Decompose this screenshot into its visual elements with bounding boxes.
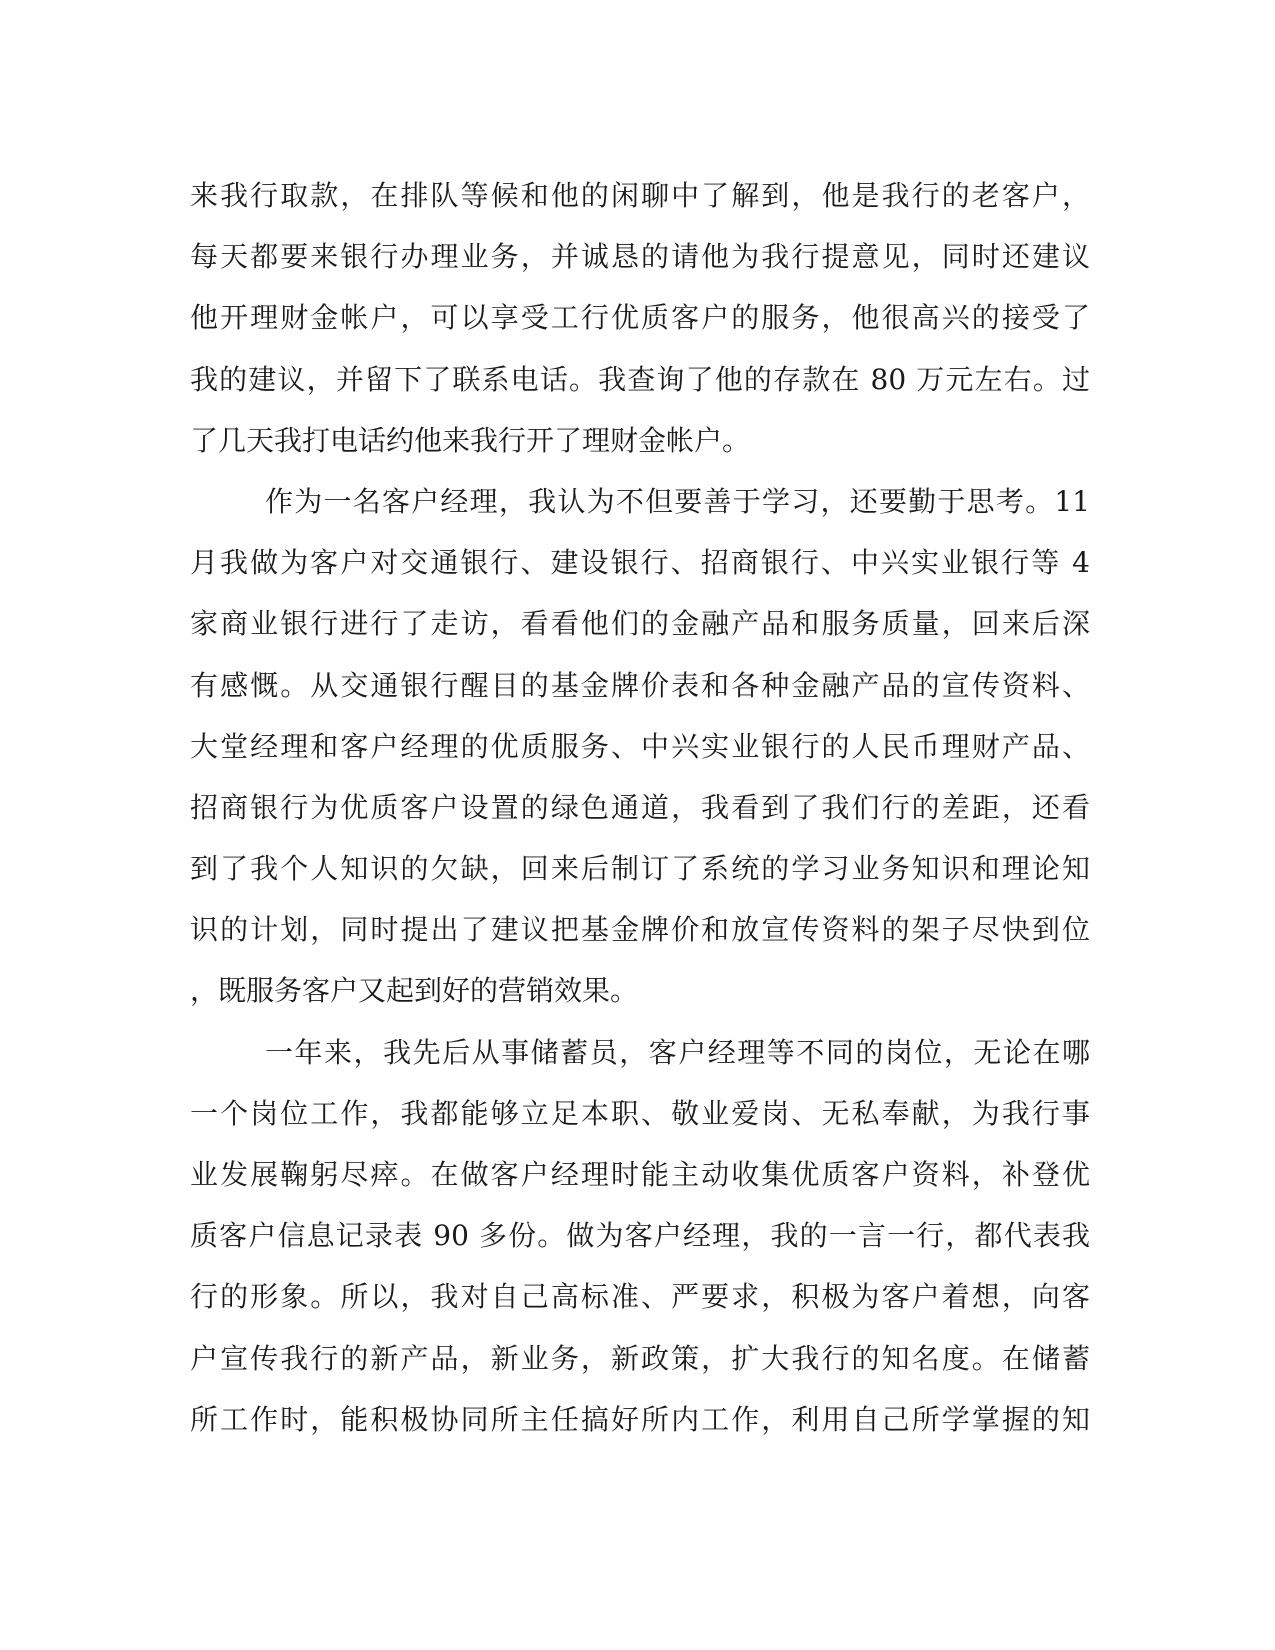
paragraph — [190, 471, 1090, 1022]
text-line: 招商银行为优质客户设置的绿色通道，我看到了我们行的差距，还看 — [190, 790, 1090, 824]
text-line: 一年来，我先后从事储蓄员，客户经理等不同的岗位，无论在哪 — [265, 1035, 1090, 1069]
text-line: 所工作时，能积极协同所主任搞好所内工作，利用自己所学掌握的知 — [190, 1402, 1090, 1436]
text-line: 了几天我打电话约他来我行开了理财金帐户。 — [190, 423, 751, 457]
text-line: 月我做为客户对交通银行、建设银行、招商银行、中兴实业银行等 4 — [190, 546, 1090, 580]
text-line: 质客户信息记录表 90 多份。做为客户经理，我的一言一行，都代表我 — [190, 1219, 1090, 1253]
text-line: 大堂经理和客户经理的优质服务、中兴实业银行的人民币理财产品、 — [190, 729, 1090, 763]
text-line: 业发展鞠躬尽瘁。在做客户经理时能主动收集优质客户资料，补登优 — [190, 1158, 1090, 1191]
text-line: 来我行取款，在排队等候和他的闲聊中了解到，他是我行的老客户， — [190, 179, 1090, 212]
text-line: 有感慨。从交通银行醒目的基金牌价表和各种金融产品的宣传资料、 — [190, 668, 1090, 702]
text-line: 家商业银行进行了走访，看看他们的金融产品和服务质量，回来后深 — [190, 607, 1090, 641]
text-line: 行的形象。所以，我对自己高标准、严要求，积极为客户着想，向客 — [190, 1280, 1090, 1314]
paragraph — [190, 165, 1090, 471]
text-line: 到了我个人知识的欠缺，回来后制订了系统的学习业务知识和理论知 — [190, 852, 1090, 886]
text-line: ，既服务客户又起到好的营销效果。 — [190, 974, 639, 1008]
text-line: 作为一名客户经理，我认为不但要善于学习，还要勤于思考。11 — [265, 484, 1090, 518]
text-line: 每天都要来银行办理业务，并诚恳的请他为我行提意见，同时还建议 — [190, 240, 1090, 274]
text-line: 我的建议，并留下了联系电话。我查询了他的存款在 80 万元左右。过 — [190, 362, 1090, 396]
paragraph — [190, 1022, 1090, 1450]
text-line: 一个岗位工作，我都能够立足本职、敬业爱岗、无私奉献，为我行事 — [190, 1096, 1090, 1130]
text-line: 户宣传我行的新产品，新业务，新政策，扩大我行的知名度。在储蓄 — [190, 1341, 1090, 1375]
body-text — [190, 165, 1090, 1450]
text-line: 识的计划，同时提出了建议把基金牌价和放宣传资料的架子尽快到位 — [190, 913, 1090, 947]
text-line: 他开理财金帐户，可以享受工行优质客户的服务，他很高兴的接受了 — [190, 301, 1090, 335]
